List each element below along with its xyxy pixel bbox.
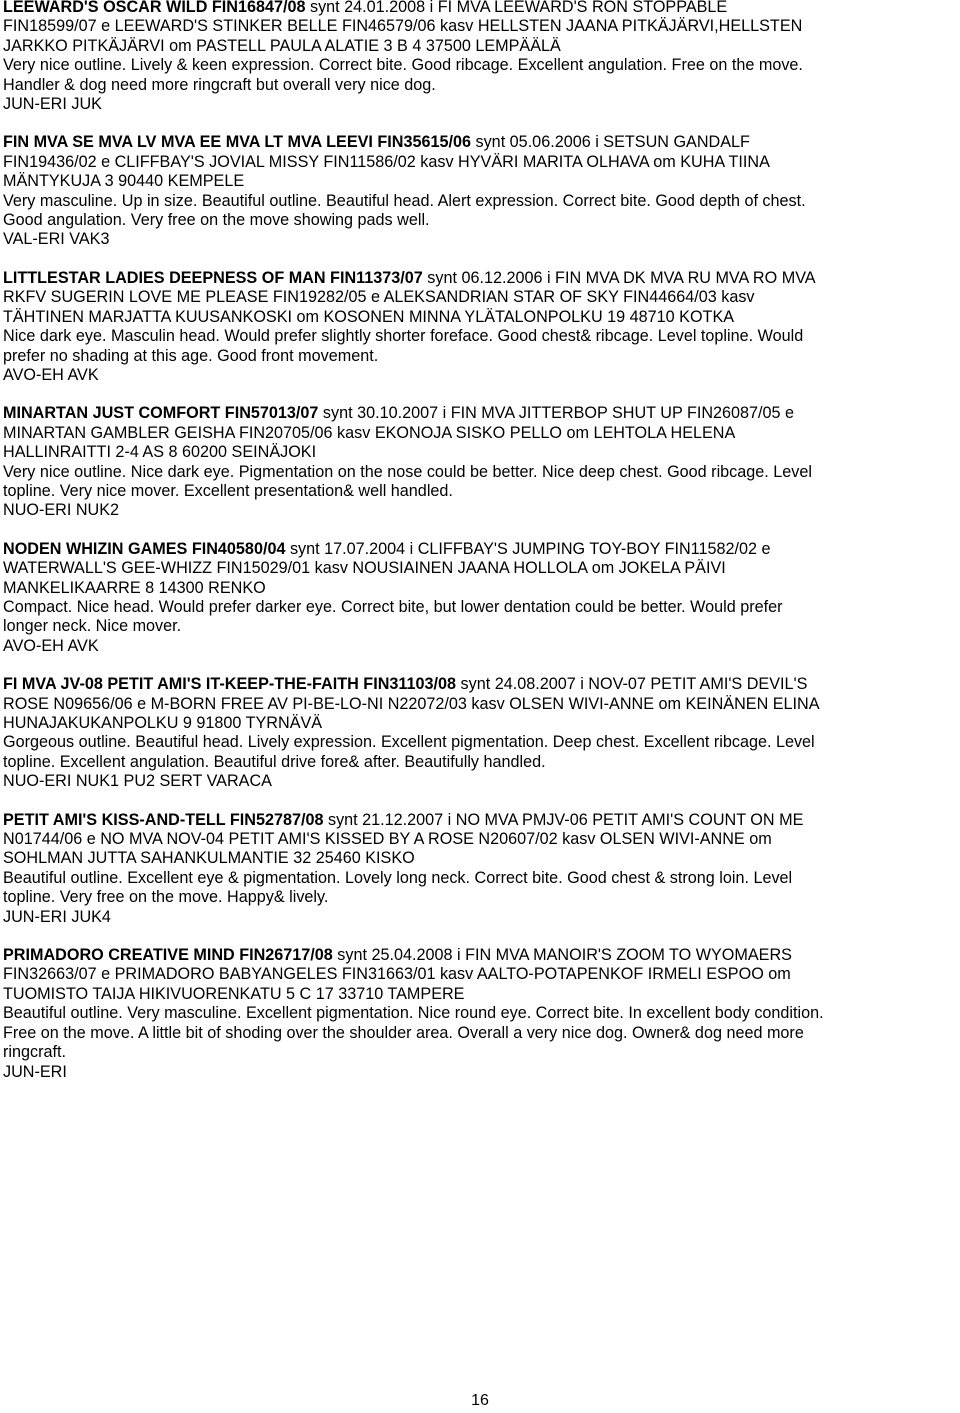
result-award: VAL-ERI VAK3 [3,230,110,249]
dog-entry [3,540,958,656]
entry-pedigree-line [3,17,958,36]
critique-line: ringcraft. [3,1043,66,1062]
entry-details-text: synt 17.07.2004 i CLIFFBAY'S JUMPING TOY-BOY FIN11582/02 e [285,539,771,558]
dog-name-registration: NODEN WHIZIN GAMES FIN40580/04 [3,539,286,558]
entry-pedigree-line [3,443,958,462]
entry-details-text: synt 06.12.2006 i FIN MVA DK MVA RU MVA RO MVA [422,268,816,287]
critique-line: prefer no shading at this age. Good front movement. [3,346,379,365]
entry-pedigree-line [3,559,958,578]
entry-pedigree-line [3,695,958,714]
entry-pedigree-line [3,849,958,868]
entry-details-text: ROSE N09656/06 e M-BORN FREE AV PI-BE-LO-NI N22072/03 kasv OLSEN WIVI-ANNE om KEINÄNEN ELINA [3,694,820,713]
entry-pedigree-line [3,985,958,1004]
critique-line: Very nice outline. Lively & keen expression. Correct bite. Good ribcage. Excellent angulation. Free on the move. [3,56,803,75]
entry-details-text: SOHLMAN JUTTA SAHANKULMANTIE 32 25460 KISKO [3,849,415,868]
critique-line: topline. Very free on the move. Happy& lively. [3,888,329,907]
critique-line: topline. Excellent angulation. Beautiful drive fore& after. Beautifully handled. [3,752,546,771]
dog-entry [3,946,958,1082]
entry-details-text: TUOMISTO TAIJA HIKIVUORENKATU 5 C 17 33710 TAMPERE [3,984,465,1003]
dog-entry [3,404,958,520]
result-award: JUN-ERI [3,1062,67,1081]
dog-entry [3,0,958,114]
entry-pedigree-line [3,424,958,443]
entry-heading-line [3,269,958,288]
critique-line: Very nice outline. Nice dark eye. Pigmentation on the nose could be better. Nice deep chest. Good ribcage. Level [3,462,812,481]
entry-heading-line [3,0,958,17]
dog-name-registration: FI MVA JV-08 PETIT AMI'S IT-KEEP-THE-FAITH FIN31103/08 [3,675,457,694]
critique-line: Free on the move. A little bit of shoding over the shoulder area. Overall a very nice dog. Owner& dog need more [3,1023,804,1042]
entry-details-text: JARKKO PITKÄJÄRVI om PASTELL PAULA ALATIE 3 B 4 37500 LEMPÄÄLÄ [3,36,561,55]
entry-pedigree-line [3,830,958,849]
entry-details-text: synt 24.08.2007 i NOV-07 PETIT AMI'S DEVIL'S [456,675,808,694]
dog-name-registration: LEEWARD'S OSCAR WILD FIN16847/08 [3,0,306,16]
result-award: JUN-ERI JUK [3,95,102,114]
dog-name-registration: MINARTAN JUST COMFORT FIN57013/07 [3,404,319,423]
dog-entry [3,269,958,385]
result-award: JUN-ERI JUK4 [3,907,111,926]
entry-pedigree-line [3,579,958,598]
entry-pedigree-line [3,965,958,984]
dog-entry [3,675,958,791]
entry-details-text: HUNAJAKUKANPOLKU 9 91800 TYRNÄVÄ [3,714,323,732]
entry-details-text: FIN19436/02 e CLIFFBAY'S JOVIAL MISSY FIN11586/02 kasv HYVÄRI MARITA OLHAVA om KUHA TIINA [3,152,770,171]
dog-entry [3,133,958,249]
entry-details-text: RKFV SUGERIN LOVE ME PLEASE FIN19282/05 e ALEKSANDRIAN STAR OF SKY FIN44664/03 kasv [3,288,755,307]
entry-details-text: synt 30.10.2007 i FIN MVA JITTERBOP SHUT UP FIN26087/05 e [318,404,795,423]
entry-details-text: HALLINRAITTI 2-4 AS 8 60200 SEINÄJOKI [3,443,317,462]
entry-details-text: N01744/06 e NO MVA NOV-04 PETIT AMI'S KISSED BY A ROSE N20607/02 kasv OLSEN WIVI-ANNE om [3,830,772,849]
entry-heading-line [3,540,958,559]
critique-line: Handler & dog need more ringcraft but overall very nice dog. [3,75,436,94]
critique-line: Beautiful outline. Excellent eye & pigmentation. Lovely long neck. Correct bite. Good chest & strong loin. Level [3,868,793,887]
entry-pedigree-line [3,37,958,56]
entry-details-text: synt 05.06.2006 i SETSUN GANDALF [471,133,750,152]
dog-entry [3,811,958,927]
entry-heading-line [3,811,958,830]
result-award: AVO-EH AVK [3,365,99,384]
dog-name-registration: PETIT AMI'S KISS-AND-TELL FIN52787/08 [3,810,324,829]
critique-line: topline. Very nice mover. Excellent presentation& well handled. [3,481,453,500]
entry-pedigree-line [3,714,958,733]
entry-pedigree-line [3,153,958,172]
entry-details-text: FIN32663/07 e PRIMADORO BABYANGELES FIN31663/01 kasv AALTO-POTAPENKOF IRMELI ESPOO om [3,965,791,984]
critique-line: Very masculine. Up in size. Beautiful outline. Beautiful head. Alert expression. Correct bite. Good depth of chest. [3,191,806,210]
entry-heading-line [3,675,958,694]
critique-line: longer neck. Nice mover. [3,617,182,636]
entry-details-text: MANKELIKAARRE 8 14300 RENKO [3,578,266,597]
dog-name-registration: FIN MVA SE MVA LV MVA EE MVA LT MVA LEEVI FIN35615/06 [3,133,471,152]
result-award: AVO-EH AVK [3,636,99,655]
dog-name-registration: PRIMADORO CREATIVE MIND FIN26717/08 [3,946,333,965]
entry-details-text: TÄHTINEN MARJATTA KUUSANKOSKI om KOSONEN MINNA YLÄTALONPOLKU 19 48710 KOTKA [3,307,735,326]
entry-details-text: synt 24.01.2008 i FI MVA LEEWARD'S RON STOPPABLE [305,0,728,16]
result-award: NUO-ERI NUK1 PU2 SERT VARACA [3,772,272,791]
entry-pedigree-line [3,288,958,307]
page-number: 16 [471,1392,489,1409]
entry-pedigree-line [3,172,958,191]
entry-heading-line [3,404,958,423]
dog-name-registration: LITTLESTAR LADIES DEEPNESS OF MAN FIN11373/07 [3,268,423,287]
critique-line: Gorgeous outline. Beautiful head. Lively expression. Excellent pigmentation. Deep chest. Excellent ribcage. Level [3,733,815,752]
entry-details-text: MINARTAN GAMBLER GEISHA FIN20705/06 kasv EKONOJA SISKO PELLO om LEHTOLA HELENA [3,423,736,442]
entry-details-text: WATERWALL'S GEE-WHIZZ FIN15029/01 kasv NOUSIAINEN JAANA HOLLOLA om JOKELA PÄIVI [3,559,726,578]
critique-line: Nice dark eye. Masculin head. Would prefer slightly shorter foreface. Good chest& ribcage. Level topline. Would [3,327,804,346]
critique-line: Compact. Nice head. Would prefer darker eye. Correct bite, but lower dentation could be better. Would prefer [3,597,783,616]
entry-heading-line [3,133,958,152]
document-page [3,0,958,1101]
result-award: NUO-ERI NUK2 [3,501,120,520]
entry-pedigree-line [3,308,958,327]
entry-details-text: MÄNTYKUJA 3 90440 KEMPELE [3,172,245,191]
critique-line: Beautiful outline. Very masculine. Excellent pigmentation. Nice round eye. Correct bite. In excellent body condition. [3,1004,824,1023]
entry-details-text: synt 21.12.2007 i NO MVA PMJV-06 PETIT AMI'S COUNT ON ME [323,810,804,829]
entry-details-text: synt 25.04.2008 i FIN MVA MANOIR'S ZOOM TO WYOMAERS [332,946,792,965]
entry-heading-line [3,946,958,965]
critique-line: Good angulation. Very free on the move showing pads well. [3,211,430,230]
entry-details-text: FIN18599/07 e LEEWARD'S STINKER BELLE FIN46579/06 kasv HELLSTEN JAANA PITKÄJÄRVI,HELLSTEN [3,17,803,36]
